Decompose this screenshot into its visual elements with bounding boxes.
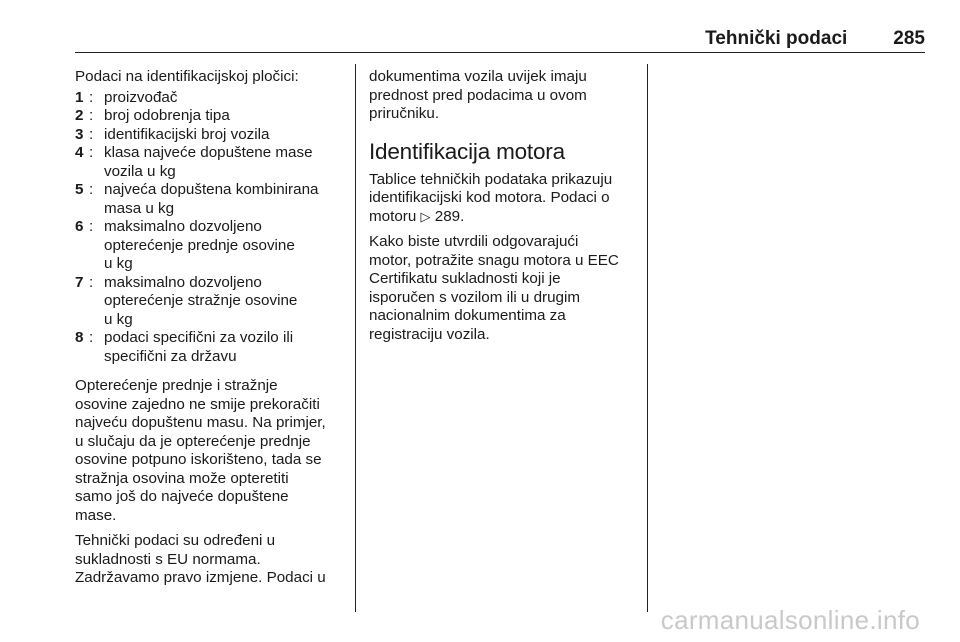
plate-item-line: opterećenje stražnje osovine xyxy=(104,292,298,309)
engine-power-line: nacionalnim dokumentima za xyxy=(369,307,566,324)
left-column xyxy=(75,68,347,595)
plate-item-colon: : xyxy=(89,218,94,235)
plate-item-colon: : xyxy=(89,88,94,106)
continuation-line: prednost pred podacima u ovom xyxy=(369,86,587,104)
plate-item-text xyxy=(104,181,347,218)
plate-item-line: masa u kg xyxy=(104,199,175,217)
axle-load-line: najveću dopuštenu masu. Na primjer, xyxy=(75,414,326,431)
plate-item xyxy=(75,144,347,181)
plate-item-line: opterećenje prednje osovine xyxy=(104,236,295,254)
engine-power-paragraph xyxy=(369,233,639,344)
engine-power-line: registraciju vozila. xyxy=(369,325,490,343)
plate-item-colon: : xyxy=(89,181,94,198)
engine-code-paragraph xyxy=(369,171,639,227)
plate-item-text xyxy=(104,89,347,108)
axle-load-line: samo još do najveće dopuštene xyxy=(75,488,289,505)
plate-item-text xyxy=(104,329,347,366)
plate-item-line: maksimalno dozvoljeno xyxy=(104,218,262,235)
plate-item-line: maksimalno dozvoljeno xyxy=(104,273,262,291)
plate-item xyxy=(75,218,347,274)
plate-item-line: podaci specifični za vozilo ili xyxy=(104,329,294,346)
axle-load-line: stražnja osovina može opteretiti xyxy=(75,469,289,487)
plate-item-line: u kg xyxy=(104,255,133,272)
plate-intro: Podaci na identifikacijskoj pločici: xyxy=(75,68,299,85)
plate-item-colon: : xyxy=(89,125,94,143)
plate-item-text xyxy=(104,107,347,126)
plate-item xyxy=(75,181,347,218)
plate-item-colon: : xyxy=(89,329,94,346)
page-header xyxy=(75,28,925,53)
plate-item-line: broj odobrenja tipa xyxy=(104,107,230,124)
engine-power-line: isporučen s vozilom ili u drugim xyxy=(369,288,581,306)
plate-item-text xyxy=(104,144,347,181)
axle-load-line: mase. xyxy=(75,506,117,524)
axle-load-paragraph xyxy=(75,377,347,525)
watermark: carmanualsonline.info xyxy=(660,605,920,635)
engine-power-line: motor, potražite snagu motora u EEC xyxy=(369,251,619,269)
eu-norms-line: Zadržavamo pravo izmjene. Podaci u xyxy=(75,569,326,586)
axle-load-line: u slučaju da je opterećenje prednje xyxy=(75,432,311,450)
plate-item-number: 7 xyxy=(75,273,84,291)
continuation-line: priručniku. xyxy=(369,105,440,122)
axle-load-line: Opterećenje prednje i stražnje xyxy=(75,377,278,394)
plate-item-number: 5 xyxy=(75,181,84,198)
plate-item-number: 8 xyxy=(75,329,84,346)
plate-item-colon: : xyxy=(89,273,94,291)
plate-item-number: 3 xyxy=(75,125,84,143)
engine-code-line-3: motoru xyxy=(369,207,417,225)
axle-load-line: osovine zajedno ne smije prekoračiti xyxy=(75,395,320,413)
plate-item-line: najveća dopuštena kombinirana xyxy=(104,181,319,198)
plate-item-number: 6 xyxy=(75,218,84,235)
plate-item-number: 4 xyxy=(75,144,84,161)
eu-norms-line: Tehnički podaci su određeni u xyxy=(75,532,276,549)
engine-power-line: Certifikatu sukladnosti koji je xyxy=(369,270,561,287)
plate-item-text xyxy=(104,218,347,274)
page-number: 285 xyxy=(893,28,925,49)
section-title: Tehnički podaci xyxy=(705,28,848,49)
eu-norms-line: sukladnosti s EU normama. xyxy=(75,550,261,568)
plate-item-colon: : xyxy=(89,107,94,124)
engine-data-page-link[interactable]: 289. xyxy=(434,207,465,225)
column-divider-left xyxy=(355,64,356,612)
plate-item-number: 1 xyxy=(75,88,84,106)
plate-item-line: identifikacijski broj vozila xyxy=(104,125,270,143)
continuation-paragraph xyxy=(369,68,639,124)
eu-norms-paragraph xyxy=(75,532,347,588)
plate-item-line: klasa najveće dopuštene mase xyxy=(104,144,313,161)
axle-load-line: osovine potpuno iskorišteno, tada se xyxy=(75,451,322,468)
continuation-line: dokumentima vozila uvijek imaju xyxy=(369,68,587,85)
plate-item-number: 2 xyxy=(75,107,84,124)
engine-identification-heading: Identifikacija motora xyxy=(369,138,565,164)
plate-item-line: u kg xyxy=(104,310,133,328)
engine-power-line: Kako biste utvrdili odgovarajući xyxy=(369,233,579,250)
plate-item-line: vozila u kg xyxy=(104,162,176,180)
arrow-ref-icon: ▷ xyxy=(420,208,431,224)
column-divider-right xyxy=(647,64,648,612)
plate-item xyxy=(75,126,347,145)
plate-item xyxy=(75,274,347,330)
right-column xyxy=(369,68,639,351)
plate-item-list xyxy=(75,89,347,367)
plate-item xyxy=(75,329,347,366)
engine-code-line-1: Tablice tehničkih podataka prikazuju xyxy=(369,170,613,188)
plate-item xyxy=(75,107,347,126)
plate-item-text xyxy=(104,274,347,330)
plate-item-line: proizvođač xyxy=(104,88,178,106)
plate-item xyxy=(75,89,347,108)
engine-code-line-2: identifikacijski kod motora. Podaci o xyxy=(369,189,610,206)
plate-item-line: specifični za državu xyxy=(104,347,237,365)
plate-item-colon: : xyxy=(89,144,94,161)
plate-item-text xyxy=(104,126,347,145)
